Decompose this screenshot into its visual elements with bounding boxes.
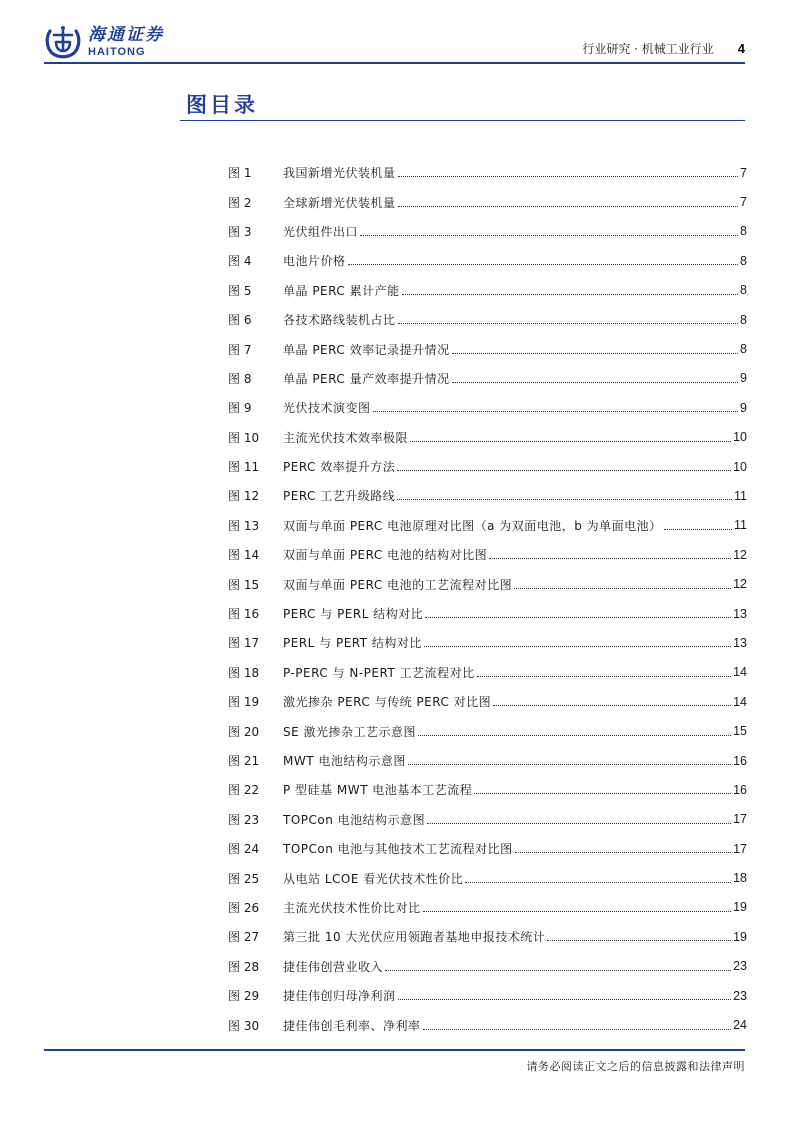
toc-entry-number: 图 23 [228,812,260,827]
toc-entry-number: 图 1 [228,166,252,181]
toc-entry-number: 图 25 [228,871,260,886]
logo-english-name: HAITONG [88,45,146,58]
toc-entry[interactable] [228,658,747,687]
toc-entry-title: 激光掺杂 PERC 与传统 PERC 对比图 [283,695,492,710]
toc-entry-number: 图 5 [228,283,252,298]
toc-entry-title: 光伏技术演变图 [283,401,371,416]
toc-dot-leader [408,764,731,765]
toc-dot-leader [398,206,739,207]
toc-entry-title: 主流光伏技术性价比对比 [283,900,421,915]
toc-entry-title: 单晶 PERC 效率记录提升情况 [283,342,450,357]
toc-entry-number: 图 27 [228,930,260,945]
toc-dot-leader [474,793,731,794]
toc-entry-number: 图 10 [228,430,260,445]
toc-entry[interactable] [228,423,747,452]
toc-entry-title: MWT 电池结构示意图 [283,754,406,768]
toc-entry-number: 图 28 [228,959,260,974]
figure-list [228,158,747,1040]
toc-entry[interactable] [228,775,747,804]
toc-entry[interactable] [228,628,747,657]
toc-entry[interactable] [228,481,747,510]
toc-entry-title: TOPCon 电池结构示意图 [283,812,426,827]
footer-disclaimer: 请务必阅读正文之后的信息披露和法律声明 [526,1060,745,1073]
toc-entry-page: 9 [740,371,747,386]
toc-entry-page: 11 [734,488,747,503]
toc-entry-number: 图 7 [228,342,252,357]
toc-entry-page: 17 [733,841,747,856]
toc-dot-leader [477,676,731,677]
toc-entry-page: 15 [733,724,747,739]
toc-dot-leader [397,499,732,500]
toc-entry[interactable] [228,246,747,275]
toc-entry-page: 24 [733,1018,747,1033]
toc-entry-page: 16 [733,753,747,768]
toc-dot-leader [515,852,731,853]
toc-entry[interactable] [228,687,747,716]
toc-dot-leader [423,1029,732,1030]
toc-entry[interactable] [228,1010,747,1039]
toc-dot-leader [427,823,731,824]
toc-entry[interactable] [228,158,747,187]
toc-dot-leader [418,735,731,736]
toc-entry-title: 从电站 LCOE 看光伏技术性价比 [283,871,464,886]
page-title: 图目录 [186,93,258,117]
toc-dot-leader [423,911,732,912]
toc-entry[interactable] [228,334,747,363]
toc-entry-title: 各技术路线装机占比 [283,313,396,328]
footer-divider [44,1049,745,1051]
toc-entry-page: 10 [733,459,747,474]
toc-dot-leader [547,940,731,941]
toc-entry-number: 图 4 [228,254,252,269]
toc-entry-page: 23 [733,959,747,974]
toc-entry[interactable] [228,452,747,481]
toc-entry-page: 7 [740,195,747,210]
toc-entry[interactable] [228,364,747,393]
toc-entry-number: 图 30 [228,1018,260,1033]
toc-entry-number: 图 11 [228,460,260,475]
toc-entry[interactable] [228,981,747,1010]
toc-dot-leader [385,970,731,971]
logo-chinese-name: 海通证券 [88,24,164,45]
toc-entry-title: TOPCon 电池与其他技术工艺流程对比图 [283,842,513,857]
toc-entry-page: 11 [734,518,747,533]
toc-entry[interactable] [228,922,747,951]
toc-entry-page: 8 [740,253,747,268]
toc-entry-number: 图 8 [228,371,252,386]
toc-entry-number: 图 26 [228,900,260,915]
toc-entry-number: 图 13 [228,518,260,533]
header-divider [44,62,745,64]
toc-entry-title: 捷佳伟创毛利率、净利率 [283,1018,421,1033]
toc-dot-leader [410,441,731,442]
toc-dot-leader [397,470,731,471]
toc-entry-page: 14 [733,694,747,709]
toc-entry-page: 8 [740,342,747,357]
toc-entry[interactable] [228,393,747,422]
toc-entry-title: 单晶 PERC 量产效率提升情况 [283,371,450,386]
toc-entry-number: 图 12 [228,489,260,504]
toc-dot-leader [425,617,731,618]
toc-entry-number: 图 21 [228,754,260,768]
toc-entry-page: 12 [733,577,747,592]
toc-entry-page: 17 [733,812,747,827]
toc-entry-title: 我国新增光伏装机量 [283,166,396,181]
toc-entry[interactable] [228,893,747,922]
toc-dot-leader [348,264,739,265]
toc-dot-leader [452,353,738,354]
toc-entry[interactable] [228,540,747,569]
toc-entry-title: P-PERC 与 N-PERT 工艺流程对比 [283,665,475,680]
toc-entry-number: 图 22 [228,783,260,798]
haitong-logo-icon [44,25,82,59]
toc-entry-page: 19 [733,900,747,915]
toc-entry[interactable] [228,805,747,834]
toc-entry[interactable] [228,716,747,745]
toc-entry-number: 图 3 [228,224,252,239]
toc-dot-leader [452,382,738,383]
toc-entry-title: 捷佳伟创归母净利润 [283,989,396,1004]
toc-entry-number: 图 17 [228,636,260,651]
toc-entry-title: P 型硅基 MWT 电池基本工艺流程 [283,783,473,798]
toc-dot-leader [664,529,732,530]
toc-dot-leader [398,323,739,324]
toc-entry[interactable] [228,569,747,598]
toc-entry-title: PERC 与 PERL 结构对比 [283,607,424,622]
toc-entry-number: 图 20 [228,724,260,739]
toc-entry-number: 图 9 [228,401,252,416]
toc-dot-leader [465,882,731,883]
toc-entry-title: 单晶 PERC 累计产能 [283,283,400,298]
toc-entry-title: 全球新增光伏装机量 [283,195,396,210]
toc-entry-page: 8 [740,312,747,327]
toc-entry-number: 图 16 [228,607,260,622]
toc-entry-page: 14 [733,665,747,680]
toc-entry-page: 8 [740,283,747,298]
toc-entry-page: 7 [740,165,747,180]
toc-entry-title: 第三批 10 大光伏应用领跑者基地申报技术统计 [283,930,546,945]
toc-entry[interactable] [228,746,747,775]
running-header [582,40,745,57]
toc-entry-page: 9 [740,400,747,415]
toc-entry-title: PERL 与 PERT 结构对比 [283,636,422,651]
toc-entry-page: 16 [733,782,747,797]
toc-dot-leader [398,999,732,1000]
toc-entry[interactable] [228,952,747,981]
toc-entry[interactable] [228,276,747,305]
haitong-logo [44,24,164,60]
toc-entry-title: SE 激光掺杂工艺示意图 [283,724,417,739]
toc-entry[interactable] [228,599,747,628]
toc-entry-number: 图 2 [228,195,252,210]
toc-dot-leader [493,705,731,706]
toc-entry-page: 13 [733,635,747,650]
toc-entry[interactable] [228,511,747,540]
toc-entry[interactable] [228,863,747,892]
toc-entry-title: 电池片价格 [283,254,346,269]
toc-dot-leader [489,558,731,559]
toc-entry[interactable] [228,187,747,216]
toc-entry-page: 13 [733,606,747,621]
toc-entry-title: 双面与单面 PERC 电池原理对比图（a 为双面电池，b 为单面电池） [283,518,662,533]
toc-entry-number: 图 15 [228,577,260,592]
toc-entry-page: 10 [733,430,747,445]
toc-entry-title: PERC 效率提升方法 [283,460,396,475]
toc-entry[interactable] [228,834,747,863]
toc-dot-leader [514,588,731,589]
toc-entry-page: 18 [733,871,747,886]
toc-entry-number: 图 18 [228,665,260,680]
toc-entry-page: 8 [740,224,747,239]
report-category: 行业研究 · 机械工业行业 [582,42,714,56]
toc-dot-leader [398,176,739,177]
toc-dot-leader [402,294,738,295]
toc-entry-page: 23 [733,988,747,1003]
toc-dot-leader [360,235,738,236]
toc-entry[interactable] [228,305,747,334]
title-divider [180,120,745,121]
toc-entry-number: 图 19 [228,695,260,710]
toc-entry-page: 12 [733,547,747,562]
toc-entry-title: 双面与单面 PERC 电池的结构对比图 [283,548,488,563]
toc-entry-title: 主流光伏技术效率极限 [283,430,409,445]
page-number: 4 [737,41,745,56]
toc-entry-title: 捷佳伟创营业收入 [283,959,384,974]
toc-entry[interactable] [228,217,747,246]
toc-dot-leader [424,646,731,647]
toc-entry-title: PERC 工艺升级路线 [283,489,396,504]
toc-entry-title: 光伏组件出口 [283,224,359,239]
toc-entry-number: 图 14 [228,548,260,563]
toc-entry-title: 双面与单面 PERC 电池的工艺流程对比图 [283,577,513,592]
toc-entry-page: 19 [733,929,747,944]
toc-entry-number: 图 24 [228,842,260,857]
toc-entry-number: 图 6 [228,313,252,328]
toc-entry-number: 图 29 [228,989,260,1004]
toc-dot-leader [373,411,739,412]
